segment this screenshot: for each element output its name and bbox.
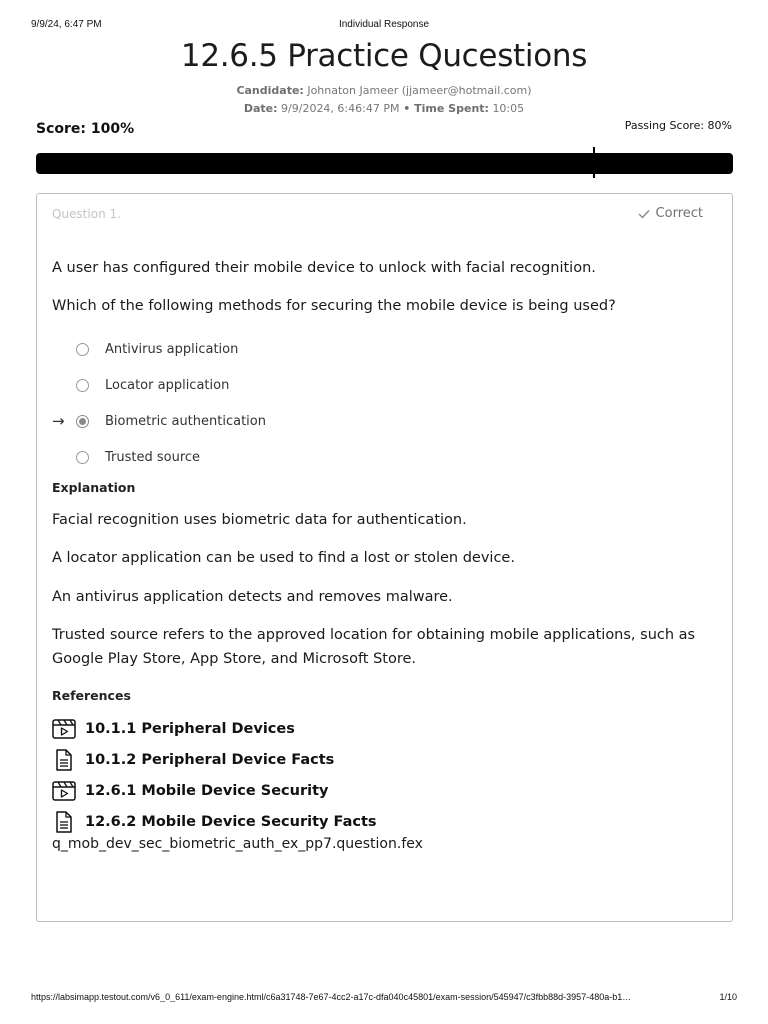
answer-option[interactable]: [52, 403, 712, 439]
option-label: Antivirus application: [105, 341, 239, 357]
explanation-paragraph: An antivirus application detects and removes malware.: [52, 589, 453, 605]
option-label: Trusted source: [105, 449, 201, 465]
radio-button[interactable]: [76, 451, 89, 464]
reference-label: 12.6.2 Mobile Device Security Facts: [85, 813, 377, 830]
option-label: Biometric authentication: [105, 413, 266, 429]
candidate-line: [0, 84, 768, 97]
print-page-title: Individual Response: [338, 19, 430, 30]
score-label: Score: 100%: [36, 121, 135, 137]
question-status: [638, 206, 703, 221]
answer-option[interactable]: [52, 439, 712, 475]
page-url: https://labsimapp.testout.com/v6_0_611/exam-engine.html/c6a31748-7e67-4cc2-a17c-dfa040c45801/exam-session/545947/c3fbb88d-3957-480a-b1…: [31, 992, 632, 1002]
reference-link[interactable]: [52, 806, 377, 837]
question-text: A user has configured their mobile device to unlock with facial recognition.: [52, 260, 596, 276]
reference-label: 12.6.1 Mobile Device Security: [85, 782, 329, 799]
radio-dot: [79, 418, 86, 425]
radio-button-selected[interactable]: [76, 415, 89, 428]
passing-score-marker: [593, 147, 595, 178]
candidate-label: Candidate:: [236, 84, 304, 97]
print-datetime: 9/9/24, 6:47 PM: [31, 19, 102, 30]
status-label: Correct: [655, 206, 703, 221]
selected-arrow-icon: →: [52, 412, 65, 430]
video-icon: [52, 781, 76, 801]
reference-link[interactable]: [52, 713, 377, 744]
document-icon: [52, 811, 76, 833]
option-label: Locator application: [105, 377, 230, 393]
print-footer: [31, 992, 737, 1006]
explanation-paragraph: A locator application can be used to find a lost or stolen device.: [52, 550, 515, 566]
print-header: [31, 19, 737, 33]
meta-separator: •: [399, 102, 415, 115]
video-icon: [52, 719, 76, 739]
time-spent-value: 10:05: [492, 102, 525, 115]
question-number: Question 1.: [52, 207, 121, 221]
check-icon: [638, 209, 650, 219]
explanation-heading: Explanation: [52, 480, 136, 495]
reference-link[interactable]: [52, 744, 377, 775]
question-card: [36, 193, 733, 922]
explanation-paragraph: Trusted source refers to the approved location for obtaining mobile applications, such as Google Play Store, App Store, and Microsoft Store.: [52, 627, 696, 667]
date-label: Date:: [243, 102, 278, 115]
references-heading: References: [52, 688, 131, 703]
date-time-line: [0, 102, 768, 115]
reference-label: 10.1.1 Peripheral Devices: [85, 720, 295, 737]
reference-label: 10.1.2 Peripheral Device Facts: [85, 751, 335, 768]
radio-button[interactable]: [76, 379, 89, 392]
answer-option[interactable]: [52, 331, 712, 367]
explanation-paragraph: Facial recognition uses biometric data for authentication.: [52, 512, 467, 528]
candidate-value: Johnaton Jameer (jjameer@hotmail.com): [307, 84, 532, 97]
answer-options: [52, 331, 712, 475]
answer-option[interactable]: [52, 367, 712, 403]
reference-link[interactable]: [52, 775, 377, 806]
question-file-name: q_mob_dev_sec_biometric_auth_ex_pp7.question.fex: [52, 836, 423, 852]
date-value: 9/9/2024, 6:46:47 PM: [281, 102, 400, 115]
score-progress-bar: [36, 153, 733, 174]
passing-score-label: Passing Score: 80%: [624, 119, 732, 132]
page-title: 12.6.5 Practice Qucestions: [180, 38, 588, 74]
score-progress-fill: [36, 153, 733, 174]
radio-button[interactable]: [76, 343, 89, 356]
document-icon: [52, 749, 76, 771]
page-count: 1/10: [719, 992, 737, 1002]
question-prompt: Which of the following methods for securing the mobile device is being used?: [52, 298, 616, 314]
references-list: [52, 713, 377, 837]
time-spent-label: Time Spent:: [414, 102, 489, 115]
